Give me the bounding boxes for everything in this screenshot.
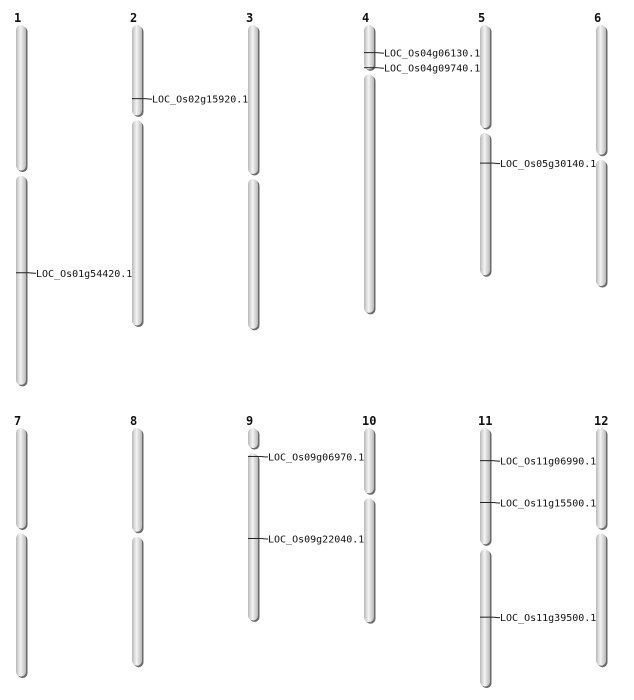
chromosome-label: 9 <box>246 414 254 428</box>
gene-label: LOC_Os09g22040.1 <box>268 534 365 546</box>
chromosome-11 <box>478 414 596 688</box>
chromosome-short-arm <box>364 25 374 69</box>
gene-label: LOC_Os09g06970.1 <box>268 452 365 464</box>
chromosome-long-arm <box>248 179 258 329</box>
gene-marker <box>480 498 596 509</box>
chromosome-short-arm <box>596 25 606 155</box>
chromosome-3 <box>246 11 260 330</box>
chromosome-long-arm <box>132 120 142 325</box>
chromosome-short-arm <box>364 428 374 493</box>
gene-leader <box>377 68 382 69</box>
gene-label: LOC_Os11g15500.1 <box>500 498 597 510</box>
chromosome-long-arm <box>16 533 26 676</box>
gene-leader <box>493 163 498 164</box>
chromosome-label: 8 <box>130 414 138 428</box>
chromosome-short-arm <box>596 428 606 528</box>
gene-marker <box>248 452 364 463</box>
chromosome-1 <box>14 11 132 386</box>
chromosome-6 <box>594 11 608 288</box>
chromosome-long-arm <box>480 133 490 275</box>
chromosome-long-arm <box>596 160 606 286</box>
gene-leader <box>493 502 498 503</box>
chromosome-12 <box>594 414 608 667</box>
gene-leader <box>493 617 498 618</box>
chromosome-long-arm <box>480 549 490 686</box>
gene-label: LOC_Os04g06130.1 <box>384 48 481 60</box>
chromosome-label: 5 <box>478 11 486 25</box>
chromosome-long-arm <box>364 74 374 313</box>
gene-marker <box>364 64 480 75</box>
gene-label: LOC_Os04g09740.1 <box>384 63 481 75</box>
gene-leader <box>145 99 150 100</box>
chromosome-label: 3 <box>246 11 254 25</box>
chromosome-short-arm <box>132 25 142 115</box>
gene-label: LOC_Os05g30140.1 <box>500 159 597 171</box>
chromosome-label: 12 <box>594 414 609 428</box>
gene-marker <box>480 613 596 624</box>
chromosome-label: 7 <box>14 414 22 428</box>
chromosome-2 <box>130 11 248 327</box>
chromosome-4 <box>362 11 480 314</box>
chromosome-long-arm <box>248 453 258 620</box>
gene-marker <box>364 49 480 60</box>
gene-leader <box>377 53 382 54</box>
chromosome-label: 4 <box>362 11 370 25</box>
chromosome-layer <box>14 11 608 688</box>
gene-label: LOC_Os11g06990.1 <box>500 456 597 468</box>
chromosome-label: 11 <box>478 414 493 428</box>
chromosome-label: 6 <box>594 11 602 25</box>
gene-marker <box>480 159 596 170</box>
chromosome-long-arm <box>596 533 606 665</box>
chromosome-long-arm <box>364 498 374 622</box>
chromosome-long-arm <box>16 176 26 385</box>
chromosome-short-arm <box>16 428 26 528</box>
gene-leader <box>261 538 266 539</box>
chromosome-short-arm <box>480 428 490 544</box>
chromosome-short-arm <box>132 428 142 532</box>
chromosome-10 <box>362 414 376 624</box>
chromosome-7 <box>14 414 28 678</box>
chromosome-label: 2 <box>130 11 138 25</box>
gene-leader <box>493 461 498 462</box>
chromosome-short-arm <box>16 25 26 171</box>
gene-label: LOC_Os01g54420.1 <box>36 268 133 280</box>
chromosome-short-arm <box>248 428 258 448</box>
chromosome-label: 10 <box>362 414 377 428</box>
chromosome-label: 1 <box>14 11 22 25</box>
gene-marker <box>16 269 132 280</box>
gene-marker <box>480 457 596 468</box>
gene-leader <box>29 273 34 274</box>
chromosome-long-arm <box>132 537 142 666</box>
chromosome-9 <box>246 414 364 622</box>
gene-marker <box>132 95 248 106</box>
chromosome-short-arm <box>248 25 258 174</box>
gene-leader <box>261 456 266 457</box>
chromosome-8 <box>130 414 144 667</box>
gene-label: LOC_Os11g39500.1 <box>500 613 597 625</box>
gene-marker <box>248 534 364 545</box>
gene-label: LOC_Os02g15920.1 <box>152 94 249 106</box>
chromosome-short-arm <box>480 25 490 128</box>
chromosome-5 <box>478 11 596 277</box>
